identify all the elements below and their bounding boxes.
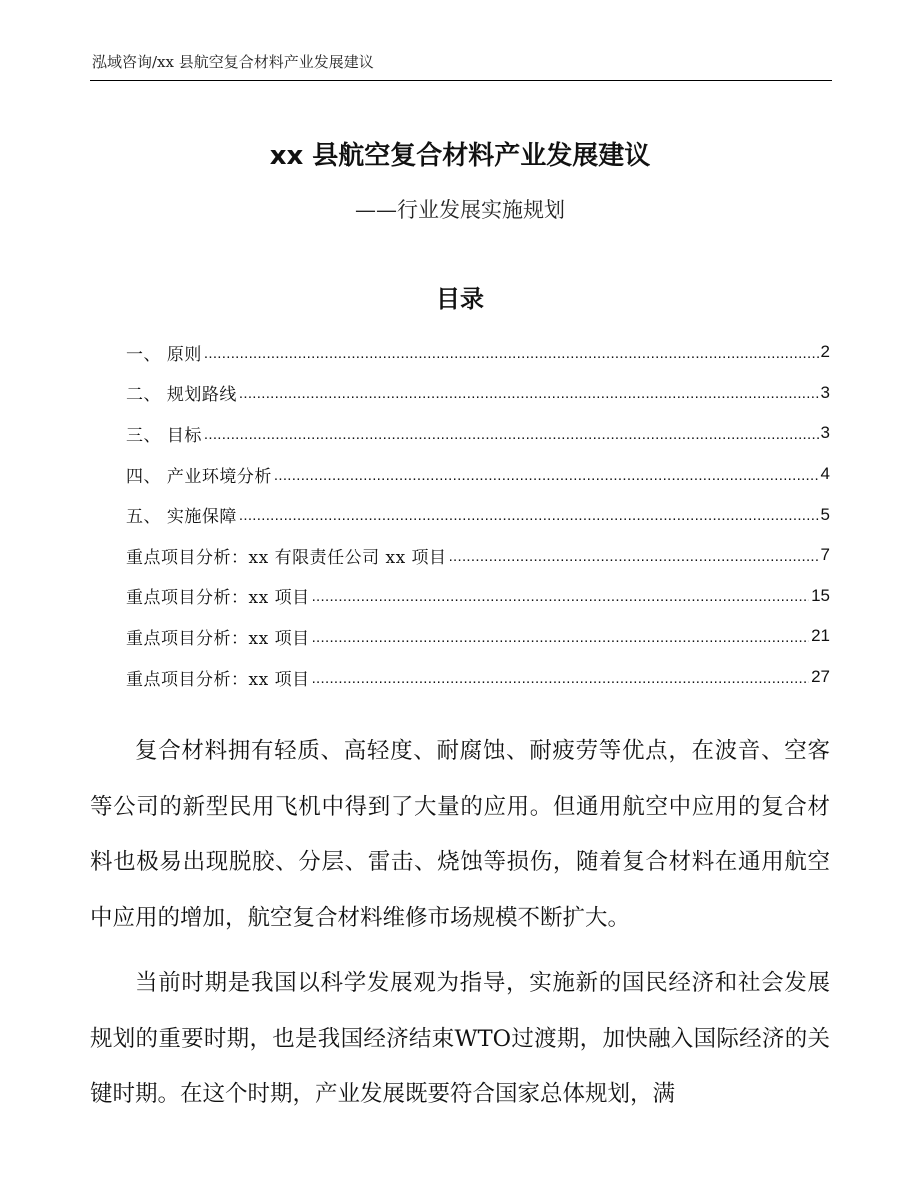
toc-heading: 目录 [436,285,484,313]
toc-page-number: 3 [820,423,830,443]
toc-entry-goals[interactable] [126,413,830,454]
toc-dot-leader [312,629,809,646]
toc-entry-label: 重点项目分析：xx 有限责任公司 xx 项目 [126,547,447,568]
toc-entry-key-project-3[interactable] [126,616,830,657]
toc-entry-roadmap[interactable] [126,373,830,414]
toc-dot-leader [239,507,819,524]
toc-dot-leader [312,588,809,605]
toc-dot-leader [274,467,819,484]
toc-entry-label: 一、 原则 [126,344,202,365]
body-paragraph: 复合材料拥有轻质、高轻度、耐腐蚀、耐疲劳等优点，在波音、空客等公司的新型民用飞机中得到了大量的应用。但通用航空中应用的复合材料也极易出现脱胶、分层、雷击、烧蚀等损伤，随着复合材料在通用航空中应用的增加，航空复合材料维修市场规模不断扩大。 [90,738,830,931]
toc-page-number: 4 [820,464,830,484]
toc-page-number: 3 [820,382,830,402]
toc-dot-leader [239,385,819,402]
body-paragraph: 当前时期是我国以科学发展观为指导，实施新的国民经济和社会发展规划的重要时期，也是我国经济结束WTO过渡期，加快融入国际经济的关键时期。在这个时期，产业发展既要符合国家总体规划，满 [90,970,830,1107]
toc-page-number: 5 [820,504,830,524]
table-of-contents [126,332,830,697]
document-subtitle: ——行业发展实施规划 [355,198,565,222]
toc-entry-label: 五、 实施保障 [126,507,237,528]
toc-dot-leader [204,426,819,443]
toc-dot-leader [204,345,819,362]
toc-entry-label: 重点项目分析：xx 项目 [126,628,310,649]
toc-entry-label: 四、 产业环境分析 [126,466,272,487]
toc-entry-label: 二、 规划路线 [126,385,237,406]
toc-dot-leader [312,670,809,687]
toc-entry-safeguards[interactable] [126,494,830,535]
toc-entry-key-project-4[interactable] [126,657,830,698]
toc-page-number: 2 [820,342,830,362]
toc-entry-principles[interactable] [126,332,830,373]
toc-page-number: 21 [811,626,830,646]
toc-page-number: 7 [820,545,830,565]
header-divider [90,80,832,81]
toc-entry-label: 重点项目分析：xx 项目 [126,588,310,609]
toc-page-number: 27 [811,667,830,687]
document-title: xx 县航空复合材料产业发展建议 [269,141,651,171]
toc-entry-key-project-2[interactable] [126,576,830,617]
toc-entry-key-project-1[interactable] [126,535,830,576]
toc-dot-leader [449,548,819,565]
toc-entry-industry-analysis[interactable] [126,454,830,495]
toc-entry-label: 三、 目标 [126,425,202,446]
page-header: 泓域咨询/xx 县航空复合材料产业发展建议 [92,53,374,71]
toc-entry-label: 重点项目分析：xx 项目 [126,669,310,690]
body-text [90,724,830,1133]
toc-page-number: 15 [811,585,830,605]
